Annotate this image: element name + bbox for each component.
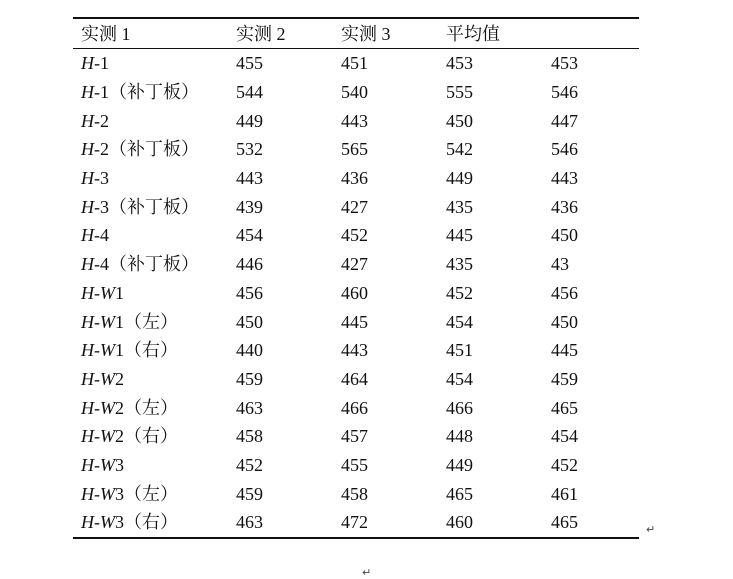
table-row <box>73 336 639 365</box>
table-cell: 459 <box>236 483 263 504</box>
row-label-suffix: 2（右） <box>115 426 178 447</box>
row-label-suffix: 2（左） <box>115 397 178 418</box>
table-cell: 452 <box>341 225 368 246</box>
table-cell: 466 <box>446 397 473 418</box>
table-cell: 448 <box>446 426 473 447</box>
row-label-suffix: 3 <box>115 454 124 475</box>
table-cell: 456 <box>236 282 263 303</box>
header-blank <box>543 18 639 49</box>
table-cell: 466 <box>341 397 368 418</box>
table-cell: 450 <box>551 311 578 332</box>
table-cell: 460 <box>341 282 368 303</box>
table-cell: 455 <box>341 454 368 475</box>
table-cell: 460 <box>446 512 473 533</box>
row-label-suffix: 2 <box>115 368 124 389</box>
table-cell: 458 <box>341 483 368 504</box>
table-cell: 452 <box>551 454 578 475</box>
table-cell: 463 <box>236 397 263 418</box>
row-label <box>73 279 228 308</box>
row-label-prefix: H-W <box>81 397 115 418</box>
row-label-suffix: 3（右） <box>115 512 178 533</box>
table-row <box>73 78 639 107</box>
measurement-table <box>73 17 639 539</box>
table-row <box>73 106 639 135</box>
table-cell: 436 <box>551 196 578 217</box>
row-label <box>73 221 228 250</box>
row-label <box>73 479 228 508</box>
header-measure-2: 实测 2 <box>236 23 286 44</box>
row-label <box>73 508 228 538</box>
table-row <box>73 365 639 394</box>
row-label-prefix: H <box>81 254 94 275</box>
table-cell: 436 <box>341 168 368 189</box>
row-label-suffix: -1 <box>94 53 109 74</box>
header-measure-1: 实测 1 <box>81 23 131 44</box>
row-label-suffix: -3（补丁板） <box>94 196 199 217</box>
table-cell: 453 <box>551 53 578 74</box>
table-cell: 472 <box>341 512 368 533</box>
table-cell: 454 <box>446 368 473 389</box>
table-cell: 546 <box>551 82 578 103</box>
row-label-prefix: H-W <box>81 368 115 389</box>
table-cell: 435 <box>446 254 473 275</box>
table-row <box>73 508 639 538</box>
table-cell: 455 <box>236 53 263 74</box>
table-cell: 454 <box>236 225 263 246</box>
table-header-row <box>73 18 639 49</box>
row-label-suffix: 1（右） <box>115 340 178 361</box>
table-cell: 459 <box>236 368 263 389</box>
row-label-suffix: -2（补丁板） <box>94 139 199 160</box>
table-row <box>73 49 639 78</box>
table-cell: 461 <box>551 483 578 504</box>
table-cell: 449 <box>446 168 473 189</box>
header-measure-3: 实测 3 <box>341 23 391 44</box>
row-label-prefix: H-W <box>81 282 115 303</box>
row-label-prefix: H-W <box>81 483 115 504</box>
table-cell: 439 <box>236 196 263 217</box>
header-average: 平均值 <box>446 23 500 44</box>
row-label <box>73 336 228 365</box>
table-cell: 449 <box>236 110 263 131</box>
table-cell: 453 <box>446 53 473 74</box>
table-row <box>73 479 639 508</box>
paragraph-mark: ↵ <box>646 523 656 536</box>
row-label <box>73 307 228 336</box>
table-cell: 454 <box>551 426 578 447</box>
table-cell: 443 <box>341 340 368 361</box>
table-cell: 465 <box>551 397 578 418</box>
row-label-prefix: H <box>81 196 94 217</box>
table-cell: 443 <box>551 168 578 189</box>
table-cell: 427 <box>341 254 368 275</box>
table-row <box>73 192 639 221</box>
table-cell: 565 <box>341 139 368 160</box>
row-label-suffix: -4（补丁板） <box>94 254 199 275</box>
table-cell: 542 <box>446 139 473 160</box>
row-label-prefix: H-W <box>81 512 115 533</box>
table-row <box>73 164 639 193</box>
row-label-suffix: -3 <box>94 168 109 189</box>
table-cell: 458 <box>236 426 263 447</box>
table-cell: 445 <box>341 311 368 332</box>
row-label-prefix: H <box>81 110 94 131</box>
table-cell: 450 <box>551 225 578 246</box>
row-label-prefix: H <box>81 82 94 103</box>
table-cell: 450 <box>236 311 263 332</box>
table-body <box>73 49 639 538</box>
table-cell: 555 <box>446 82 473 103</box>
table-cell: 457 <box>341 426 368 447</box>
table-cell: 435 <box>446 196 473 217</box>
row-label <box>73 393 228 422</box>
row-label-prefix: H <box>81 168 94 189</box>
table-cell: 443 <box>236 168 263 189</box>
row-label-suffix: -4 <box>94 225 109 246</box>
table-cell: 465 <box>446 483 473 504</box>
table-row <box>73 451 639 480</box>
row-label-suffix: 1（左） <box>115 311 178 332</box>
table-row <box>73 393 639 422</box>
row-label <box>73 365 228 394</box>
table-cell: 546 <box>551 139 578 160</box>
table-cell: 445 <box>551 340 578 361</box>
row-label-suffix: 3（左） <box>115 483 178 504</box>
table-row <box>73 422 639 451</box>
table-row <box>73 250 639 279</box>
table-cell: 456 <box>551 282 578 303</box>
table-row <box>73 135 639 164</box>
table-cell: 450 <box>446 110 473 131</box>
table-cell: 544 <box>236 82 263 103</box>
row-label <box>73 135 228 164</box>
row-label-suffix: -2 <box>94 110 109 131</box>
table-cell: 464 <box>341 368 368 389</box>
table-cell: 427 <box>341 196 368 217</box>
table-cell: 532 <box>236 139 263 160</box>
row-label-prefix: H-W <box>81 311 115 332</box>
table-cell: 465 <box>551 512 578 533</box>
table-row <box>73 307 639 336</box>
row-label-prefix: H <box>81 53 94 74</box>
row-label-suffix: 1 <box>115 282 124 303</box>
table-row <box>73 221 639 250</box>
row-label <box>73 422 228 451</box>
table-cell: 451 <box>446 340 473 361</box>
row-label-prefix: H-W <box>81 426 115 447</box>
row-label <box>73 250 228 279</box>
table-cell: 451 <box>341 53 368 74</box>
row-label <box>73 164 228 193</box>
row-label-prefix: H-W <box>81 454 115 475</box>
row-label-prefix: H-W <box>81 340 115 361</box>
table-cell: 43 <box>551 254 569 275</box>
row-label <box>73 49 228 78</box>
table-cell: 454 <box>446 311 473 332</box>
paragraph-mark: ↵ <box>362 566 372 579</box>
table-cell: 459 <box>551 368 578 389</box>
table-cell: 452 <box>446 282 473 303</box>
row-label-prefix: H <box>81 139 94 160</box>
row-label-prefix: H <box>81 225 94 246</box>
row-label-suffix: -1（补丁板） <box>94 82 199 103</box>
table-cell: 447 <box>551 110 578 131</box>
table-cell: 463 <box>236 512 263 533</box>
row-label <box>73 78 228 107</box>
table-cell: 446 <box>236 254 263 275</box>
table-cell: 449 <box>446 454 473 475</box>
table-cell: 440 <box>236 340 263 361</box>
table-row <box>73 279 639 308</box>
row-label <box>73 106 228 135</box>
table-cell: 540 <box>341 82 368 103</box>
table-cell: 443 <box>341 110 368 131</box>
table-cell: 452 <box>236 454 263 475</box>
row-label <box>73 192 228 221</box>
table-cell: 445 <box>446 225 473 246</box>
row-label <box>73 451 228 480</box>
